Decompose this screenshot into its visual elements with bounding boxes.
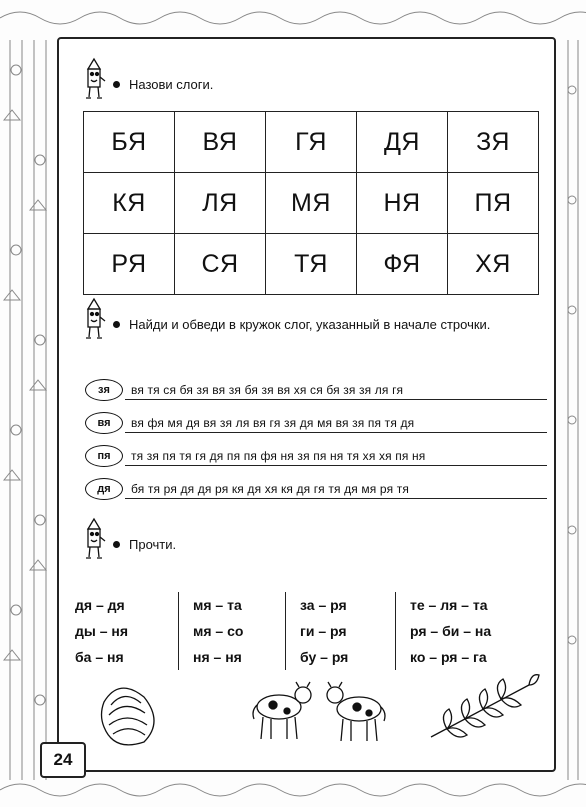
- page-number: 24: [40, 742, 86, 778]
- syllable-cell: ТЯ: [266, 234, 357, 295]
- word-column: [178, 592, 285, 670]
- syllable-cell: РЯ: [84, 234, 175, 295]
- syllable-cell: ЗЯ: [448, 112, 539, 173]
- syllable-sequence: тя зя пя тя гя дя пя пя фя ня зя пя ня тя хя хя пя ня: [131, 448, 426, 463]
- task1-header: [81, 57, 213, 101]
- syllable-sequence: вя фя мя дя вя зя ля вя гя зя дя мя вя зя пя тя дя: [131, 415, 415, 430]
- target-syllable: дя: [85, 478, 123, 500]
- syllable-cell: НЯ: [357, 173, 448, 234]
- syllable-cell: ФЯ: [357, 234, 448, 295]
- pencil-character-icon: [81, 517, 107, 561]
- table-row: [84, 173, 539, 234]
- word: мя – со: [193, 623, 244, 639]
- word: ня – ня: [193, 649, 242, 665]
- task3-instruction: Прочти.: [129, 536, 177, 552]
- syllable-cell: СЯ: [175, 234, 266, 295]
- pencil-character-icon: [81, 57, 107, 101]
- worksheet-panel: [57, 37, 556, 772]
- bullet: [113, 81, 120, 88]
- syllable-cell: ХЯ: [448, 234, 539, 295]
- syllable-sequence: бя тя ря дя дя ря кя дя хя кя дя гя тя дя мя ря тя: [131, 481, 410, 496]
- word: ко – ря – га: [410, 649, 487, 665]
- calves-icon: [253, 682, 311, 739]
- word: ря – би – на: [410, 623, 492, 639]
- syllable-cell: КЯ: [84, 173, 175, 234]
- word: ги – ря: [300, 623, 347, 639]
- syllable-cell: ЛЯ: [175, 173, 266, 234]
- target-syllable: пя: [85, 445, 123, 467]
- task3-header: [81, 517, 176, 561]
- syllable-cell: ПЯ: [448, 173, 539, 234]
- word-column: [285, 592, 395, 670]
- word: бу – ря: [300, 649, 349, 665]
- word: ба – ня: [75, 649, 124, 665]
- calves-icon: [327, 682, 385, 741]
- melon-slice-icon: [102, 688, 155, 745]
- task1-instruction: Назови слоги.: [129, 76, 214, 92]
- syllable-table: [83, 111, 539, 295]
- target-syllable: зя: [85, 379, 123, 401]
- syllable-cell: БЯ: [84, 112, 175, 173]
- syllable-cell: МЯ: [266, 173, 357, 234]
- task2-instruction: Найди и обведи в кружок слог, указанный в начале строчки.: [129, 316, 491, 332]
- word: за – ря: [300, 597, 347, 613]
- task2-header: [81, 297, 490, 341]
- rowan-leaf-icon: [431, 675, 539, 737]
- search-row: [85, 373, 547, 406]
- syllable-cell: ДЯ: [357, 112, 448, 173]
- syllable-cell: ГЯ: [266, 112, 357, 173]
- word-column: [73, 592, 178, 670]
- pencil-character-icon: [81, 297, 107, 341]
- word: ды – ня: [75, 623, 129, 639]
- search-row: [85, 472, 547, 505]
- word: те – ля – та: [410, 597, 488, 613]
- syllable-sequence: вя тя ся бя зя вя зя бя зя вя хя ся бя зя зя ля гя: [131, 382, 404, 397]
- search-row: [85, 406, 547, 439]
- word: дя – дя: [75, 597, 125, 613]
- word: мя – та: [193, 597, 242, 613]
- bullet: [113, 541, 120, 548]
- reading-words: [73, 592, 545, 670]
- table-row: [84, 112, 539, 173]
- illustrations: [59, 667, 558, 752]
- word-column: [395, 592, 545, 670]
- target-syllable: вя: [85, 412, 123, 434]
- search-row: [85, 439, 547, 472]
- syllable-search-rows: [85, 373, 547, 505]
- bullet: [113, 321, 120, 328]
- table-row: [84, 234, 539, 295]
- syllable-cell: ВЯ: [175, 112, 266, 173]
